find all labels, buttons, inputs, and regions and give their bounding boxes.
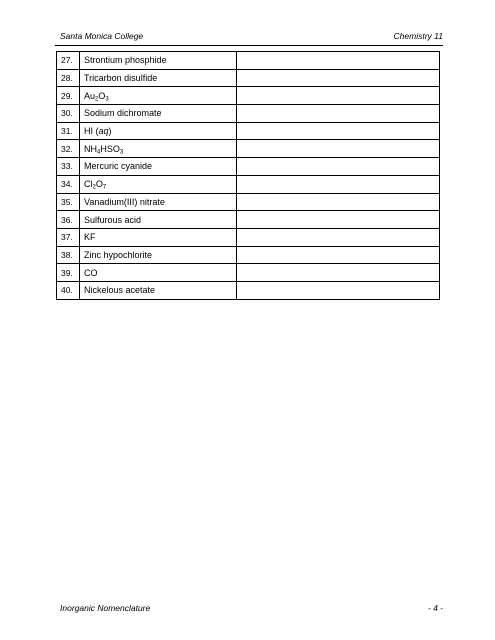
compound-text: Au [84,90,96,101]
compound-cell [80,158,237,176]
compound-cell [80,140,237,158]
row-number: 38. [57,246,80,264]
table-row [57,281,440,299]
page-footer [60,603,443,613]
answer-cell[interactable] [237,211,440,229]
answer-cell[interactable] [237,264,440,282]
answer-cell[interactable] [237,122,440,140]
compound-cell [80,87,237,105]
row-number: 32. [57,140,80,158]
compound-text: aq [98,126,109,137]
row-number: 28. [57,69,80,87]
answer-cell[interactable] [237,246,440,264]
compound-cell [80,52,237,70]
compound-cell [80,246,237,264]
row-number: 34. [57,175,80,193]
row-number: 37. [57,228,80,246]
compound-cell [80,69,237,87]
header-institution: Santa Monica College [60,31,144,41]
table-row [57,52,440,70]
table-row [57,69,440,87]
answer-cell[interactable] [237,193,440,211]
header-course: Chemistry 11 [393,31,443,41]
table-row [57,158,440,176]
answer-cell[interactable] [237,158,440,176]
table-row [57,228,440,246]
row-number: 33. [57,158,80,176]
nomenclature-table [56,51,440,300]
compound-text: Strontium phosphide [84,55,167,66]
formula-subscript: 3 [119,149,124,156]
compound-cell [80,228,237,246]
row-number: 30. [57,105,80,123]
row-number: 36. [57,211,80,229]
compound-text: O [95,179,103,190]
compound-cell [80,175,237,193]
table-row [57,264,440,282]
formula-subscript: 2 [92,184,96,191]
compound-text: CO [84,267,98,278]
answer-cell[interactable] [237,228,440,246]
header-rule [55,45,443,46]
row-number: 31. [57,122,80,140]
formula-subscript: 7 [102,184,107,191]
compound-text: Vanadium(III) nitrate [84,196,165,207]
compound-cell [80,105,237,123]
compound-text: HI ( [84,126,99,137]
formula-subscript: 2 [95,96,99,103]
compound-cell [80,211,237,229]
compound-text: Zinc hypochlorite [84,249,153,260]
answer-cell[interactable] [237,87,440,105]
row-number: 27. [57,52,80,70]
compound-text: Tricarbon disulfide [84,73,158,84]
table-row [57,105,440,123]
row-number: 29. [57,87,80,105]
answer-cell[interactable] [237,175,440,193]
compound-text: Sodium dichromate [84,108,162,119]
table-row [57,193,440,211]
compound-text: Nickelous acetate [84,285,156,296]
table-row [57,122,440,140]
answer-cell[interactable] [237,52,440,70]
table-row [57,246,440,264]
compound-text: HSO [100,143,120,154]
page-number: - 4 - [427,603,443,613]
table-row [57,211,440,229]
table-row [57,87,440,105]
compound-text: Mercuric cyanide [84,161,153,172]
compound-text: O [98,90,106,101]
answer-cell[interactable] [237,69,440,87]
compound-cell [80,193,237,211]
row-number: 40. [57,281,80,299]
compound-text: Cl [84,179,93,190]
nomenclature-table-body [57,52,440,300]
compound-text: NH [84,143,97,154]
row-number: 39. [57,264,80,282]
compound-cell [80,264,237,282]
formula-subscript: 3 [105,96,109,103]
row-number: 35. [57,193,80,211]
compound-text: Sulfurous acid [84,214,142,225]
footer-title: Inorganic Nomenclature [60,603,151,613]
compound-cell [80,281,237,299]
answer-cell[interactable] [237,281,440,299]
answer-cell[interactable] [237,140,440,158]
formula-subscript: 4 [97,149,101,156]
compound-cell [80,122,237,140]
compound-text: ) [108,126,112,137]
page-header [60,31,443,41]
table-row [57,140,440,158]
answer-cell[interactable] [237,105,440,123]
table-row [57,175,440,193]
compound-text: KF [84,232,96,243]
